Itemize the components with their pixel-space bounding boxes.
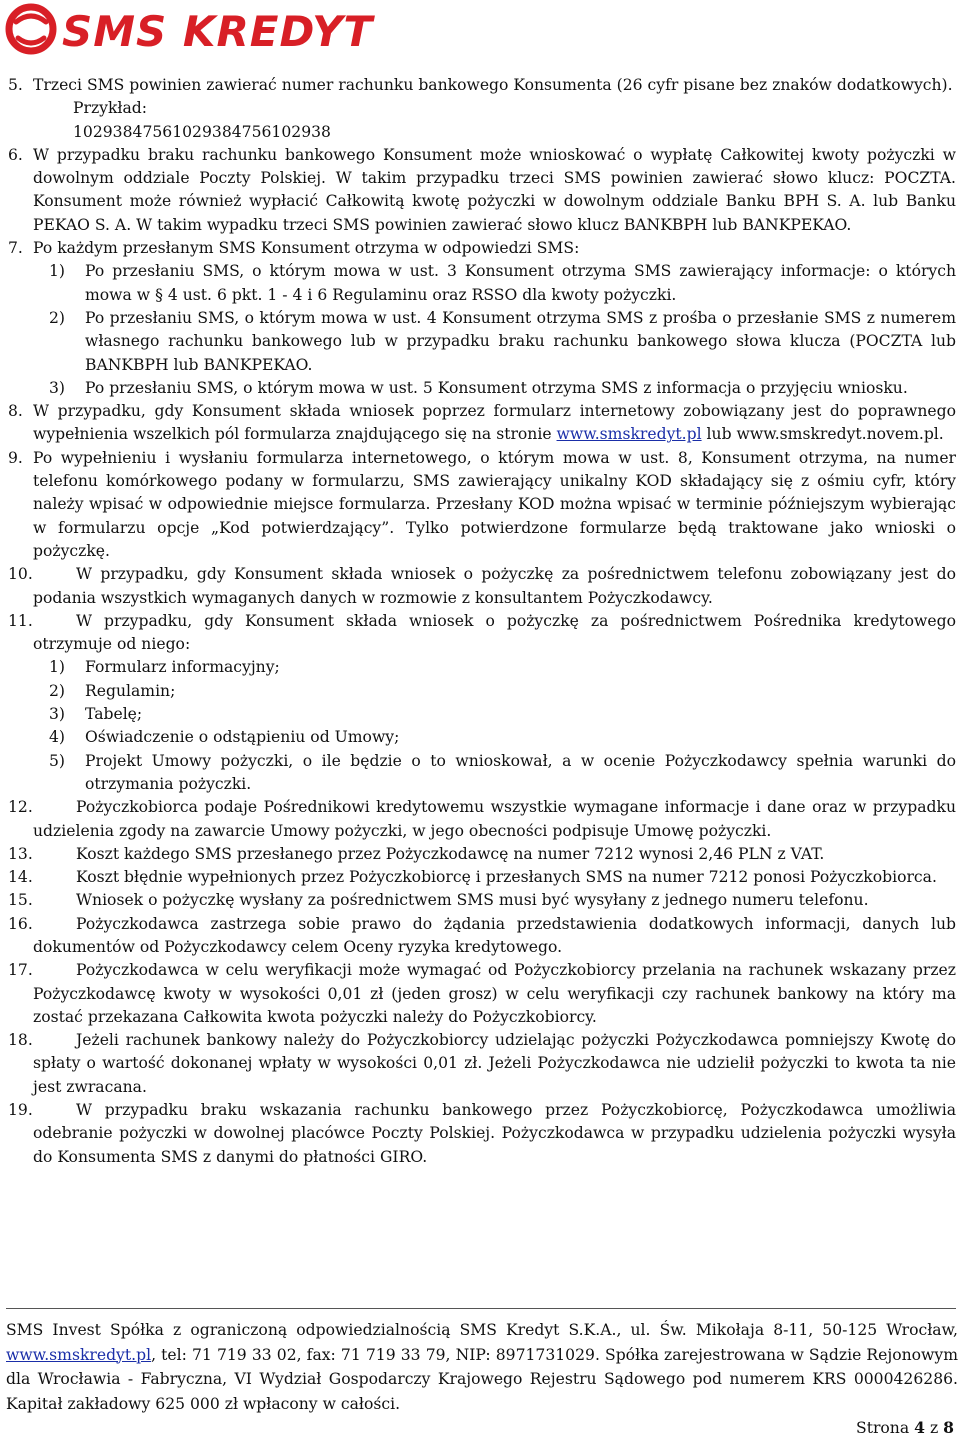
page-sep: z: [929, 1419, 939, 1437]
sub-item-number: 1): [49, 658, 66, 677]
item-number: 11.: [8, 611, 33, 630]
item-text: Pożyczkobiorca podaje Pośrednikowi kredytowemu wszystkie wymagane informacje i dane oraz w przypadku udzielenia zgody na zawarcie Umowy pożyczki, w jego obecności podpisuje Umowę pożyczki.: [33, 798, 956, 840]
item-number: 10.: [8, 565, 33, 584]
sub-item: [49, 750, 956, 797]
item-number: 13.: [8, 844, 33, 863]
footer-details: , tel: 71 719 33 02, fax: 71 719 33 79, NIP: 8971731029. Spółka zarejestrowana w Sądzie Rejonowym dla Wrocławia - Fabryczna, VI Wydział Gospodarczy Krajowego Rejestru Sądowego pod numerem KRS 0000426286. Kapitał zakładowy 625 000 zł wpłacony w całości.: [6, 1345, 958, 1413]
sms-kredyt-logo: [4, 2, 464, 56]
list-item: [8, 447, 956, 563]
sub-item: [49, 260, 956, 307]
item-number: 8.: [8, 402, 23, 421]
sub-item-number: 2): [49, 308, 66, 327]
sub-item-text: Po przesłaniu SMS, o którym mowa w ust. 3 Konsument otrzyma SMS zawierający informacje: o których mowa w § 4 ust. 6 pkt. 1 - 4 i 6 Regulaminu oraz RSSO dla kwoty pożyczki.: [85, 262, 956, 304]
item-number: 17.: [8, 961, 33, 980]
page-total: 8: [943, 1418, 954, 1437]
sub-item-number: 1): [49, 262, 66, 281]
list-item: [8, 866, 956, 889]
sub-item: [49, 307, 956, 377]
item-number: 15.: [8, 891, 33, 910]
item-number: 5.: [8, 76, 23, 94]
item-text: W przypadku, gdy Konsument składa wniosek o pożyczkę za pośrednictwem telefonu zobowiązany jest do podania wszystkich wymaganych danych w rozmowie z konsultantem Pożyczkodawcy.: [33, 565, 956, 607]
list-item: [8, 237, 956, 400]
list-item: [8, 1099, 956, 1169]
list-item: [8, 1029, 956, 1099]
page-label: Strona: [856, 1419, 910, 1437]
sub-item: [49, 703, 956, 726]
item-text-after: lub www.smskredyt.novem.pl.: [701, 425, 944, 444]
item-number: 16.: [8, 914, 33, 933]
sub-item-number: 5): [49, 751, 66, 770]
item-number: 12.: [8, 798, 33, 817]
item-text: Po każdym przesłanym SMS Konsument otrzyma w odpowiedzi SMS:: [33, 239, 580, 258]
item-number: 19.: [8, 1101, 33, 1120]
sub-item-number: 3): [49, 378, 66, 397]
page-current: 4: [914, 1418, 925, 1437]
item-text: Jeżeli rachunek bankowy należy do Pożyczkobiorcy udzielając pożyczki Pożyczkodawca pomniejszy Kwotę do spłaty o wartość dokonanej wpłaty w wysokości 0,01 zł. Jeżeli Pożyczkodawca nie udzielił pożyczki to kwota ta nie jest zwracana.: [33, 1031, 956, 1096]
item-text: Po wypełnieniu i wysłaniu formularza internetowego, o którym mowa w ust. 8, Konsument otrzyma, na numer telefonu komórkowego podany w formularzu, SMS zawierający unikalny KOD składający się z ośmiu cyfr, który należy wpisać w odpowiednie miejsce formularza. Przesłany KOD można wpisać w terminie późniejszym wybierając w formularzu opcje „Kod potwierdzający”. Tylko potwierdzone formularze będą traktowane jako wnioski o pożyczkę.: [33, 448, 956, 560]
sub-item-text: Po przesłaniu SMS, o którym mowa w ust. 5 Konsument otrzyma SMS z informacja o przyjęciu wniosku.: [85, 378, 908, 397]
sub-item: [49, 726, 956, 749]
list-item: [8, 610, 956, 796]
footer-website-link[interactable]: www.smskredyt.pl: [6, 1345, 152, 1364]
sub-item-number: 4): [49, 728, 66, 747]
footer-company-line: SMS Invest Spółka z ograniczoną odpowiedzialnością SMS Kredyt S.K.A., ul. Św. Mikołaja 8-11, 50-125 Wrocław,: [6, 1321, 958, 1339]
sub-item-text: Projekt Umowy pożyczki, o ile będzie o to wnioskował, a w ocenie Pożyczkodawcy spełnia warunki do otrzymania pożyczki.: [85, 751, 956, 793]
list-item: [8, 144, 956, 237]
item-number: 9.: [8, 448, 23, 467]
list-item: [8, 959, 956, 1029]
item-text: W przypadku braku rachunku bankowego Konsument może wnioskować o wypłatę Całkowitej kwoty pożyczki w dowolnym oddziale Poczty Polskiej. W takim przypadku trzeci SMS powinien zawierać słowo klucz: POCZTA. Konsument może również wypłacić Całkowitą kwotę pożyczki w dowolnym oddziale Banku BPH S. A. lub Banku PEKAO S. A. W takim wypadku trzeci SMS powinien zawierać słowo klucz BANKBPH lub BANKPEKAO.: [33, 145, 956, 234]
company-footer: [6, 1318, 958, 1416]
item-text: W przypadku, gdy Konsument składa wniosek o pożyczkę za pośrednictwem Pośrednika kredytowego otrzymuje od niego:: [33, 611, 956, 654]
item-number: 7.: [8, 239, 23, 258]
item-text: Wniosek o pożyczkę wysłany za pośrednictwem SMS musi być wysyłany z jednego numeru telefonu.: [76, 891, 869, 910]
smskredyt-link[interactable]: www.smskredyt.pl: [556, 425, 702, 444]
item-number: 6.: [8, 145, 23, 164]
sub-item: [49, 680, 956, 703]
sub-item: [49, 656, 956, 679]
sub-item: [49, 377, 956, 400]
item-text: Koszt błędnie wypełnionych przez Pożyczkobiorcę i przesłanych SMS na numer 7212 ponosi Pożyczkobiorca.: [76, 868, 937, 887]
list-item: [8, 796, 956, 843]
sub-item-text: Oświadczenie o odstąpieniu od Umowy;: [85, 728, 400, 747]
item-text: Koszt każdego SMS przesłanego przez Pożyczkodawcę na numer 7212 wynosi 2,46 PLN z VAT.: [76, 844, 825, 863]
document-content: [8, 74, 956, 1169]
list-item: [8, 889, 956, 912]
item-text: Pożyczkodawca zastrzega sobie prawo do żądania przedstawienia dodatkowych informacji, danych lub dokumentów od Pożyczkodawcy celem Oceny ryzyka kredytowego.: [33, 914, 956, 956]
list-item: [8, 843, 956, 866]
sub-item-number: 3): [49, 705, 66, 724]
list-item: [8, 913, 956, 960]
example-label: Przykład:: [73, 99, 148, 118]
logo-text: SMS KREDYT: [62, 7, 374, 56]
footer-divider: [6, 1308, 956, 1309]
sub-item-number: 2): [49, 681, 66, 700]
item-text: Pożyczkodawca w celu weryfikacji może wymagać od Pożyczkobiorcy przelania na rachunek wskazany przez Pożyczkodawcę kwoty w wysokości 0,01 zł (jeden grosz) w celu weryfikacji czy rachunek bankowy na który ma zostać przekazana Całkowita kwota pożyczki należy do Pożyczkobiorcy.: [33, 961, 956, 1026]
logo-mark-icon: [9, 7, 53, 51]
sub-item-text: Formularz informacyjny;: [85, 658, 280, 677]
sub-item-text: Po przesłaniu SMS, o którym mowa w ust. 4 Konsument otrzyma SMS z prośba o przesłanie SMS z numerem własnego rachunku bankowego lub w przypadku braku rachunku bankowego słowa klucza (POCZTA lub BANKBPH lub BANKPEKAO.: [85, 308, 956, 374]
list-item: [8, 74, 956, 144]
item-number: 14.: [8, 868, 33, 887]
list-item: [8, 400, 956, 447]
item-text: Trzeci SMS powinien zawierać numer rachunku bankowego Konsumenta (26 cyfr pisane bez znaków dodatkowych).: [33, 76, 953, 94]
list-item: [8, 563, 956, 610]
example-value: 10293847561029384756102938: [73, 122, 331, 141]
item-number: 18.: [8, 1031, 33, 1050]
page-number: [856, 1418, 954, 1437]
sub-item-text: Regulamin;: [85, 681, 176, 700]
item-text-before: W przypadku, gdy Konsument składa wniosek poprzez formularz internetowy zobowiązany jest do poprawnego wypełnienia wszelkich pól formularza znajdującego się na stronie: [33, 402, 956, 444]
item-text: W przypadku braku wskazania rachunku bankowego przez Pożyczkobiorcę, Pożyczkodawca umożliwia odebranie pożyczki w dowolnej placówce Poczty Polskiej. Pożyczkodawca w przypadku udzielenia pożyczki wysyła do Konsumenta SMS z danymi do płatności GIRO.: [33, 1101, 956, 1166]
sub-item-text: Tabelę;: [85, 705, 143, 724]
